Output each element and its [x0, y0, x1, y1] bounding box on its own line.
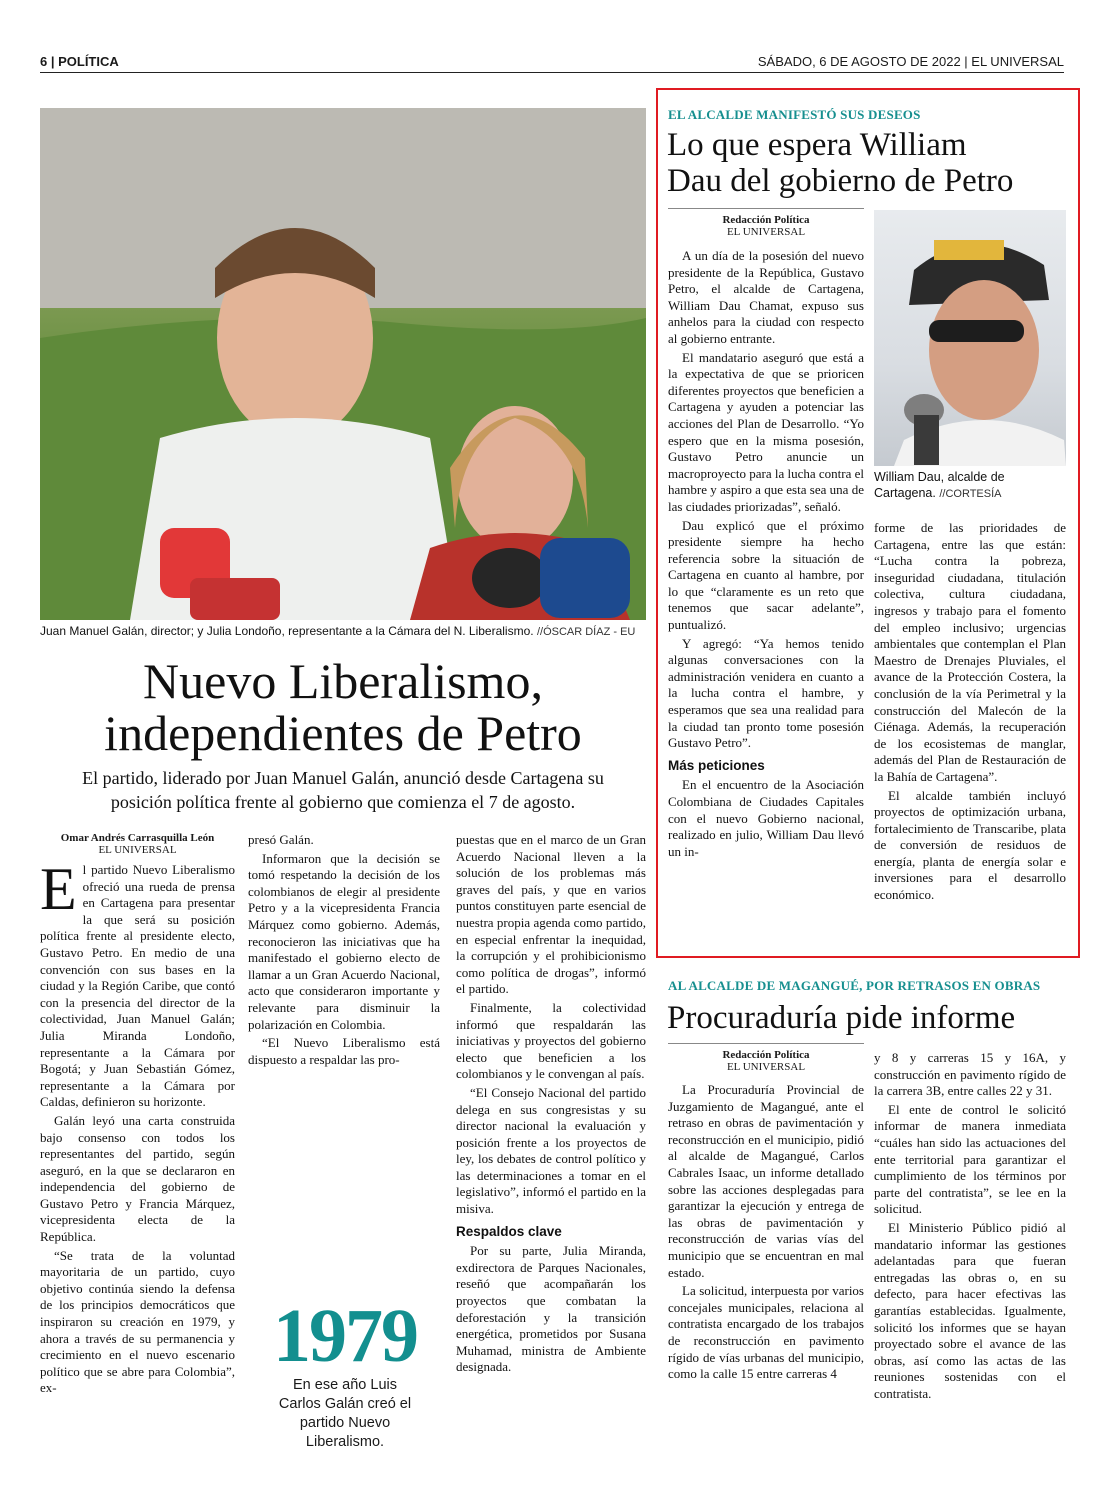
paragraph: En el encuentro de la Asociación Colombiana de Ciudades Capitales con el nuevo Gobierno nacional, realizado en julio, William Dau llevó un in- [668, 777, 864, 859]
paragraph: puestas que en el marco de un Gran Acuerdo Nacional lleven a la solución de los problemas más graves del país, y que en varios puntos constituyen parte esencial de nuestra propia agenda como partido, en especial enfrentar la inequidad, la corrupción y el prohibicionismo como política de drogas”, informó el partido. [456, 832, 646, 997]
dau-col-2 [874, 520, 1066, 906]
paragraph: A un día de la posesión del nuevo presidente de la República, Gustavo Petro, el alcalde de Cartagena, William Dau Chamat, expuso sus anhelos para la ciudad con respecto al gobierno entrante. [668, 248, 864, 346]
paragraph: forme de las prioridades de Cartagena, entre las que están: “Lucha contra la pobreza, inseguridad ciudadana, titulación colectiva, cultura ciudadana, ingresos y trabajo para el fomento del empleo inclusivo; urgencias ambientales que contemplan el Plan Maestro de Drenajes Pluviales, el avance de la Protección Costera, la conclusión de la vía Perimetral y la construcción del Malecón de la Ciénaga. Además, la recuperación de los ecosistemas de manglar, además del Plan de Restauración de la Bahía de Cartagena”. [874, 520, 1066, 784]
main-deck-line-1: El partido, liderado por Juan Manuel Galán, anunció desde Cartagena su [82, 768, 604, 788]
dau-photo [874, 210, 1066, 466]
procuraduria-byline [668, 1049, 864, 1073]
dau-outlet: EL UNIVERSAL [726, 226, 806, 238]
paragraph: El mandatario aseguró que está a la expectativa de que se prioricen diferentes proyectos que beneficien a Cartagena y ayuden a potenciar las acciones del Plan de Desarrollo. “Yo espero que en la misma posesión, Gustavo Petro anuncie un macroproyecto para la lucha contra el hambre y aspiro a que esta sea una de las ciudades priorizadas”, señaló. [668, 349, 864, 514]
paragraph [40, 856, 235, 1111]
paragraph: “El Nuevo Liberalismo está dispuesto a respaldar las pro- [248, 1035, 440, 1067]
dau-headline-line-1: Lo que espera William [667, 127, 967, 163]
dau-photo-illustration [874, 210, 1066, 466]
dau-headline-rule [668, 208, 864, 209]
dau-subhead: Más peticiones [668, 757, 765, 773]
main-headline [40, 655, 646, 759]
main-photo-caption-text: Juan Manuel Galán, director; y Julia Londoño, representante a la Cámara del N. Liberalismo. [40, 624, 534, 638]
paragraph: La Procuraduría Provincial de Juzgamiento de Magangué, ante el retraso en obras de pavimentación y reconstrucción en el municipio, pidió al alcalde de Magangué, Carlos Cabrales Isaac, un informe detallado sobre las acciones desplegadas para garantizar la ejecución y entrega de las obras de pavimentación y reconstrucción de varias vías del municipio que se encuentran en mal estado. [668, 1082, 864, 1280]
main-photo-illustration [40, 108, 646, 620]
main-headline-line-1: Nuevo Liberalismo, [143, 653, 543, 709]
main-article-col-2 [248, 832, 440, 1070]
procuraduria-col-2 [874, 1050, 1066, 1404]
page-header [40, 54, 1064, 73]
paragraph: La solicitud, interpuesta por varios concejales municipales, relaciona al contratista encargado de los trabajos de reconstrucción en pavimento rígido de vías urbanas del municipio, como la calle 15 entre carreras 4 [668, 1283, 864, 1382]
fact-caption: En ese año Luis Carlos Galán creó el partido Nuevo Liberalismo. [278, 1377, 412, 1450]
dropcap: E [40, 856, 77, 922]
main-byline [40, 832, 235, 856]
dau-byline [668, 214, 864, 238]
main-photo-caption [40, 624, 660, 640]
main-photo-credit: //ÓSCAR DÍAZ - EU [536, 626, 636, 638]
procuraduria-author: Redacción Política [722, 1049, 810, 1061]
fact-number: 1979 [273, 1294, 417, 1378]
paragraph: y 8 y carreras 15 y 16A, y construcción en pavimento rígido de la carrera 3B, entre calles 22 y 31. [874, 1050, 1066, 1099]
main-author: Omar Andrés Carrasquilla León [60, 832, 215, 844]
procuraduria-headline: Procuraduría pide informe [667, 1000, 1016, 1036]
main-article-col-3 [456, 832, 646, 1378]
fact-box [250, 1294, 440, 1452]
dau-photo-caption [874, 470, 1066, 501]
procuraduria-kicker: AL ALCALDE DE MAGANGUÉ, POR RETRASOS EN OBRAS [668, 978, 1041, 993]
dau-headline [667, 127, 1067, 199]
main-col-1-text [40, 856, 235, 1397]
paragraph: Informaron que la decisión se tomó respetando la decisión de los colombianos de elegir al presidente Petro y a la vicepresidenta Francia Márquez como gobierno. Además, reconocieron las iniciativas que ha manifestado el gobierno electo de llamar a un Gran Acuerdo Nacional, acto que consideraron importante y relevante para disminuir la polarización en Colombia. [248, 850, 440, 1032]
main-deck-line-2: posición política frente al gobierno que comienza el 7 de agosto. [110, 792, 576, 812]
page-date-masthead: SÁBADO, 6 DE AGOSTO DE 2022 | EL UNIVERSAL [757, 54, 1064, 69]
dau-photo-credit: //CORTESÍA [939, 487, 1002, 500]
paragraph: “Se trata de la voluntad mayoritaria de un partido, cuyo objetivo continúa siendo la defensa de los principios democráticos que inspiraron su creación en 1979, y ahora a través de su permanencia y crecimiento en el nuevo escenario político que se abre para Colombia”, ex- [40, 1247, 235, 1396]
dau-kicker: EL ALCALDE MANIFESTÓ SUS DESEOS [668, 107, 921, 122]
main-deck [40, 766, 646, 814]
procuraduria-outlet: EL UNIVERSAL [726, 1061, 806, 1073]
dau-author: Redacción Política [722, 214, 810, 226]
page-section: 6 | POLÍTICA [40, 54, 119, 69]
main-photo [40, 108, 646, 620]
paragraph: Finalmente, la colectividad informó que respaldarán las iniciativas y proyectos del gobierno electo que beneficien a los colombianos y le convengan al país. [456, 999, 646, 1082]
paragraph: Galán leyó una carta construida bajo consenso con todos los representantes del partido, según aseguró, en la que se declararon en independencia del gobierno de Gustavo Petro y Francia Márquez, vicepresidenta electa de la República. [40, 1112, 235, 1245]
paragraph: Por su parte, Julia Miranda, exdirectora de Parques Nacionales, reseñó que acompañarán los proyectos que combatan la deforestación y la transición energética, prometidos por Susana Muhamad, ministra de Ambiente designada. [456, 1243, 646, 1375]
paragraph: El alcalde también incluyó proyectos de optimización urbana, fortalecimiento de Transcaribe, plata de conversión de residuos de energía, planta de energía solar e inversiones para el desarrollo económico. [874, 787, 1066, 903]
paragraph-text: l partido Nuevo Liberalismo ofreció una rueda de prensa en Cartagena para presentar la que será su posición política frente al presidente electo, Gustavo Petro. En medio de una convención con sus bases en la ciudad y la Región Caribe, que contó con la presencia del director de la colectividad, Juan Manuel Galán; Julia Miranda Londoño, representante a la Cámara por Bogotá; y Juan Sebastián Gómez, representante a la Cámara por Caldas, definieron su horizonte. [40, 862, 235, 1110]
procuraduria-headline-rule [668, 1043, 864, 1044]
paragraph: “El Consejo Nacional del partido delega en sus congresistas y su director nacional la evaluación y posición frente a los proyectos de ley, los debates de control político y las determinaciones a tomar en el legislativo”, informó el partido en la misiva. [456, 1084, 646, 1217]
main-outlet: EL UNIVERSAL [98, 844, 177, 856]
paragraph: Dau explicó que el próximo presidente siempre ha hecho referencia sobre la situación de Cartagena en cuanto al hambre, por lo que “claramente es un reto que tenemos que sacar adelante”, puntualizó. [668, 517, 864, 633]
procuraduria-col-1 [668, 1082, 864, 1385]
paragraph: Y agregó: “Ya hemos tenido algunas conversaciones con la administración venidera en cuanto a la lucha contra el hambre, y esperamos que sea una realidad para la ciudad tan pronto tome posesión Gustavo Petro”. [668, 635, 864, 751]
dau-col-1 [668, 248, 864, 862]
paragraph: presó Galán. [248, 832, 314, 847]
paragraph: El ente de control le solicitó informar de manera inmediata “cuáles han sido las actuaciones del ente territorial para garantizar el cumplimiento de los términos por parte del contratista”, se lee en la solicitud. [874, 1101, 1066, 1217]
paragraph: El Ministerio Público pidió al mandatario informar las gestiones adelantadas para que fueran entregadas las obras o, en su defecto, para hacer efectivas las garantías establecidas. Igualmente, solicitó los informes que se hayan proyectado sobre el avance de las obras, así como las actas de las reuniones sostenidas con el contratista. [874, 1219, 1066, 1401]
main-article-col-1 [40, 832, 235, 1399]
dau-photo-caption-text: William Dau, alcalde de Cartagena. [874, 470, 1005, 500]
main-headline-line-2: independientes de Petro [104, 705, 582, 761]
dau-headline-line-2: Dau del gobierno de Petro [667, 163, 1014, 199]
main-subhead: Respaldos clave [456, 1223, 562, 1239]
